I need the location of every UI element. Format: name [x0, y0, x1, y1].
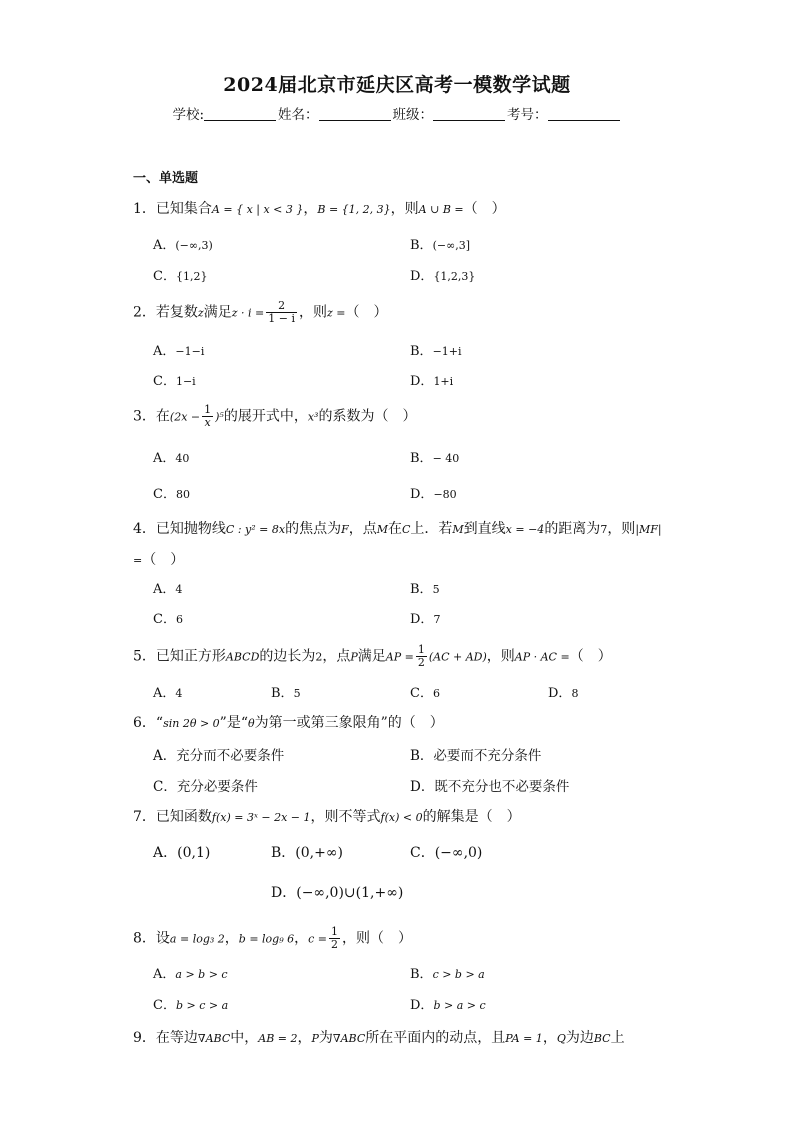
q3-stem: 3．在: [133, 408, 170, 425]
option-letter: B．: [271, 845, 296, 861]
number-label: 考号：: [507, 107, 548, 123]
option-text: 4: [175, 583, 183, 596]
q9-math-p: P: [311, 1032, 319, 1045]
option-text: 40: [175, 452, 190, 465]
q4-option-d[interactable]: [410, 608, 440, 627]
q9-plane: 所在平面内的动点，且: [365, 1030, 506, 1046]
q6-is: ”是“: [219, 715, 248, 731]
school-blank[interactable]: [204, 108, 276, 121]
q5-math-p: P: [350, 650, 358, 664]
q4-point: ，点: [348, 521, 377, 537]
q4-then: ，则: [607, 521, 636, 537]
fraction-numerator: 1: [204, 403, 212, 416]
q6-math-theta: θ: [247, 717, 255, 730]
q5-math-2: 2: [315, 650, 323, 664]
option-letter: B．: [410, 582, 433, 597]
q7-option-b[interactable]: [271, 842, 343, 862]
option-letter: B．: [410, 238, 433, 253]
option-text: a > b > c: [175, 968, 228, 981]
q4-math-7: 7: [600, 523, 608, 536]
option-letter: A．: [153, 582, 176, 597]
option-text: (−∞,0): [434, 845, 483, 861]
q4-math-parabola: C : y² = 8x: [225, 523, 286, 536]
option-text: b > c > a: [175, 999, 229, 1012]
option-text: −1+i: [432, 345, 462, 358]
q5-option-d[interactable]: [548, 682, 578, 701]
q2-then: ，则: [298, 304, 327, 321]
option-text: (−∞,3): [175, 239, 213, 252]
q2-satisfy: 满足: [203, 304, 232, 321]
fraction-numerator: 1: [331, 925, 338, 938]
q4-math-c: C: [401, 523, 411, 536]
q8-option-c[interactable]: [153, 994, 228, 1013]
q7-math-f: f(x) = 3ˣ − 2x − 1: [211, 811, 311, 824]
q1-option-a[interactable]: [153, 234, 213, 253]
option-letter: B．: [410, 967, 433, 982]
q4-math-mf: |MF| =: [133, 523, 662, 567]
option-text: 7: [433, 613, 441, 626]
q6-option-a[interactable]: [153, 744, 284, 764]
q2-stem: 2．若复数: [133, 304, 198, 321]
q7-rest: 的解集是（ ）: [422, 809, 521, 825]
q3-math-close: )⁵: [215, 410, 224, 424]
q4-math-line: x = −4: [505, 523, 545, 536]
option-text: −1−i: [175, 345, 205, 358]
class-blank[interactable]: [433, 108, 505, 121]
question-4: [133, 514, 663, 576]
q2-fraction: [266, 300, 297, 325]
option-letter: D．: [410, 487, 434, 502]
q6-stem: 6．“: [133, 715, 164, 731]
section-heading: 一、单选题: [133, 171, 199, 186]
option-letter: C．: [153, 269, 176, 284]
q8-fraction: [329, 926, 340, 951]
option-text: (−∞,3]: [432, 239, 471, 252]
q8-option-d[interactable]: [410, 994, 486, 1013]
q5-math-sum: (AC + AD): [428, 650, 487, 664]
q4-math-m2: M: [452, 523, 464, 536]
fraction-numerator: 1: [417, 643, 425, 656]
name-label: 姓名：: [278, 107, 319, 123]
q1-option-c[interactable]: [153, 265, 207, 284]
q1-math-b: B = {1, 2, 3}: [317, 203, 391, 216]
option-letter: A．: [153, 344, 176, 359]
option-text: {1,2,3}: [433, 270, 476, 283]
q4-on: 在: [387, 521, 402, 537]
option-text: 80: [175, 488, 190, 501]
q9-math-tri2: ∇ABC: [332, 1032, 366, 1045]
q1-math-a: A = { x | x < 3 }: [211, 203, 304, 216]
option-letter: D．: [410, 612, 434, 627]
q6-rest: 为第一或第三象限角”的（ ）: [254, 715, 444, 731]
q1-paren: （ ）: [463, 201, 506, 217]
option-letter: D．: [410, 374, 434, 389]
q5-math-dot: AP · AC =: [514, 650, 570, 664]
q1-sep: ，: [303, 201, 318, 217]
q2-option-d[interactable]: [410, 370, 453, 389]
q8-then: ，则（ ）: [342, 930, 412, 947]
option-letter: C．: [410, 845, 435, 861]
q4-math-f: F: [341, 523, 349, 536]
option-letter: B．: [410, 344, 433, 359]
q5-option-c[interactable]: [410, 682, 440, 701]
option-letter: D．: [410, 269, 434, 284]
fraction-denominator: x: [204, 416, 211, 429]
option-letter: A．: [153, 748, 177, 764]
q7-stem: 7．已知函数: [133, 809, 212, 825]
number-blank[interactable]: [548, 108, 620, 121]
fraction-denominator: 2: [417, 656, 425, 669]
q4-math-m: M: [376, 523, 388, 536]
q9-math-q: Q: [556, 1032, 566, 1045]
fraction-numerator: 2: [266, 300, 297, 313]
option-text: 充分而不必要条件: [176, 748, 285, 764]
q9-sep2: ，: [542, 1030, 557, 1046]
option-text: (0,1): [177, 845, 211, 861]
q8-option-b[interactable]: [410, 963, 485, 982]
option-letter: A．: [153, 686, 176, 701]
q9-math-pa: PA = 1: [505, 1032, 543, 1045]
option-letter: A．: [153, 845, 178, 861]
q4-paren: （ ）: [142, 552, 185, 568]
fraction-denominator: 1 − i: [268, 312, 295, 325]
q7-option-d[interactable]: [271, 882, 403, 902]
question-3: [133, 404, 416, 429]
q6-option-c[interactable]: [153, 775, 258, 795]
school-label: 学校:: [172, 107, 205, 123]
option-letter: A．: [153, 967, 176, 982]
q8-math-b: b = log₉ 6: [238, 932, 295, 946]
question-9: [133, 1027, 625, 1047]
q8-math-c: c =: [308, 932, 327, 946]
q4-focus: 的焦点为: [285, 521, 342, 537]
q9-stem: 9．在等边: [133, 1030, 198, 1046]
q3-option-a[interactable]: [153, 447, 189, 466]
q9-math-bc: BC: [593, 1032, 611, 1045]
class-label: 班级：: [392, 107, 434, 123]
option-text: 1−i: [175, 375, 196, 388]
question-1: [133, 198, 506, 218]
q2-math-z2: z =: [326, 306, 346, 320]
q5-stem: 5．已知正方形: [133, 648, 226, 665]
option-text: b > a > c: [433, 999, 486, 1012]
option-text: 4: [175, 687, 183, 700]
name-blank[interactable]: [319, 108, 391, 121]
q1-then: ，则: [390, 201, 419, 217]
q4-option-a[interactable]: [153, 578, 182, 597]
q4-option-c[interactable]: [153, 608, 183, 627]
option-letter: C．: [153, 612, 176, 627]
option-text: − 40: [432, 452, 460, 465]
option-text: 8: [571, 687, 579, 700]
q4-stem: 4．已知抛物线: [133, 521, 226, 537]
fraction-denominator: 2: [331, 938, 338, 951]
option-text: 6: [432, 687, 440, 700]
q6-math-sin: sin 2θ > 0: [163, 717, 220, 730]
q9-is: 为: [318, 1030, 333, 1046]
q2-math-eq: z · i =: [231, 306, 265, 320]
q2-paren: （ ）: [345, 304, 388, 321]
q9-math-tri: ∇ABC: [197, 1032, 231, 1045]
q9-side: 为边: [565, 1030, 594, 1046]
q6-option-d[interactable]: [410, 775, 569, 795]
option-text: 5: [432, 583, 440, 596]
question-2: [133, 300, 388, 325]
q3-math-open: (2x −: [169, 410, 201, 424]
option-letter: A．: [153, 238, 176, 253]
q3-math-x3: x³: [307, 410, 319, 424]
option-letter: D．: [548, 686, 572, 701]
q3-option-b[interactable]: [410, 447, 459, 466]
option-letter: B．: [271, 686, 294, 701]
option-letter: D．: [271, 885, 297, 901]
option-letter: D．: [410, 998, 434, 1013]
option-text: {1,2}: [175, 270, 208, 283]
q1-option-b[interactable]: [410, 234, 470, 253]
q2-math-z: z: [197, 306, 204, 320]
option-letter: B．: [410, 451, 433, 466]
option-text: (0,+∞): [295, 845, 343, 861]
option-text: 既不充分也不必要条件: [434, 779, 570, 795]
q2-option-a[interactable]: [153, 340, 204, 359]
q7-math-lt: f(x) < 0: [380, 811, 423, 824]
q5-option-a[interactable]: [153, 682, 182, 701]
q4-option-b[interactable]: [410, 578, 440, 597]
q5-side: 的边长为: [259, 648, 316, 665]
student-info-line: [0, 103, 794, 123]
q8-math-a: a = log₃ 2: [169, 932, 225, 946]
q7-ineq: ，则不等式: [310, 809, 381, 825]
q3-option-c[interactable]: [153, 483, 190, 502]
q5-point: ，点: [322, 648, 351, 665]
q1-math-union: A ∪ B =: [418, 203, 464, 216]
option-text: −80: [433, 488, 457, 501]
option-letter: B．: [410, 748, 434, 764]
question-8: [133, 926, 412, 951]
question-6: [133, 712, 444, 732]
option-letter: C．: [153, 487, 176, 502]
q5-then: ，则: [486, 648, 515, 665]
option-text: 充分必要条件: [176, 779, 258, 795]
q5-math-ap: AP =: [385, 650, 414, 664]
q8-sep1: ，: [224, 930, 239, 947]
option-text: 6: [175, 613, 183, 626]
question-7: [133, 806, 521, 826]
q7-option-c[interactable]: [410, 842, 482, 862]
q5-satisfy: 满足: [357, 648, 386, 665]
q5-option-b[interactable]: [271, 682, 301, 701]
q5-paren: （ ）: [569, 648, 612, 665]
q1-option-d[interactable]: [410, 265, 475, 284]
exam-title: 2024届北京市延庆区高考一模数学试题: [223, 74, 571, 96]
q3-option-d[interactable]: [410, 483, 457, 502]
q5-fraction: [416, 644, 427, 669]
q4-if: 上．若: [410, 521, 453, 537]
option-text: 必要而不充分条件: [433, 748, 542, 764]
q9-in: 中，: [230, 1030, 259, 1046]
q3-fraction: [202, 404, 213, 429]
q3-expansion: 的展开式中，: [223, 408, 308, 425]
q2-option-b[interactable]: [410, 340, 462, 359]
option-letter: C．: [153, 779, 177, 795]
option-letter: C．: [153, 374, 176, 389]
option-letter: D．: [410, 779, 435, 795]
q2-option-c[interactable]: [153, 370, 196, 389]
q8-sep2: ，: [294, 930, 309, 947]
q4-to-line: 到直线: [463, 521, 506, 537]
q8-stem: 8．设: [133, 930, 170, 947]
question-5: [133, 644, 612, 669]
q9-sep: ，: [297, 1030, 312, 1046]
q5-math-abcd: ABCD: [225, 650, 260, 664]
q9-math-ab: AB = 2: [258, 1032, 298, 1045]
option-text: c > b > a: [432, 968, 485, 981]
option-text: 1+i: [433, 375, 454, 388]
option-text: (−∞,0)∪(1,+∞): [296, 885, 404, 901]
q1-stem: 1．已知集合: [133, 201, 212, 217]
option-text: 5: [293, 687, 301, 700]
q7-option-a[interactable]: [153, 842, 210, 862]
option-letter: C．: [410, 686, 433, 701]
option-letter: A．: [153, 451, 176, 466]
option-letter: C．: [153, 998, 176, 1013]
q8-option-a[interactable]: [153, 963, 228, 982]
q6-option-b[interactable]: [410, 744, 541, 764]
q3-coef: 的系数为（ ）: [318, 408, 417, 425]
q9-on: 上: [610, 1030, 625, 1046]
q4-distance: 的距离为: [544, 521, 601, 537]
